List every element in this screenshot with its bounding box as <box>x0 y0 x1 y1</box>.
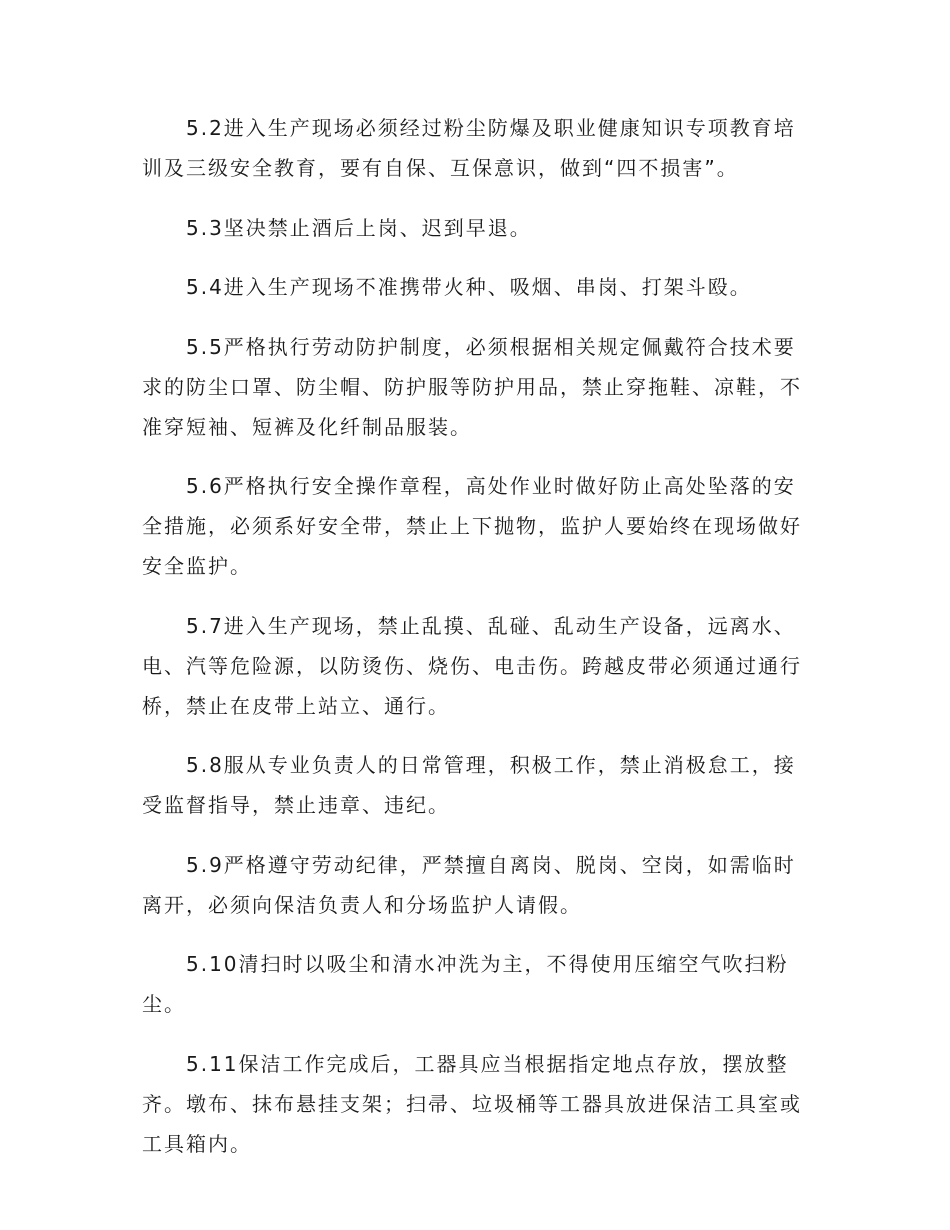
paragraph-5-4: 5.4进入生产现场不准携带火种、吸烟、串岗、打架斗殴。 <box>186 275 752 299</box>
document-body <box>142 108 812 1183</box>
paragraph-5-10: 5.10清扫时以吸尘和清水冲洗为主，不得使用压缩空气吹扫粉尘。 <box>142 952 789 1016</box>
paragraph-5-2: 5.2进入生产现场必须经过粉尘防爆及职业健康知识专项教育培训及三级安全教育，要有自保、互保意识，做到“四不损害”。 <box>142 116 796 180</box>
paragraph-5-8: 5.8服从专业负责人的日常管理，积极工作，禁止消极怠工，接受监督指导，禁止违章、违纪。 <box>142 753 796 817</box>
paragraph-5-9: 5.9严格遵守劳动纪律，严禁擅自离岗、脱岗、空岗，如需临时离开，必须向保洁负责人和分场监护人请假。 <box>142 852 796 917</box>
paragraph-5-6: 5.6严格执行安全操作章程，高处作业时做好防止高处坠落的安全措施，必须系好安全带，禁止上下抛物，监护人要始终在现场做好安全监护。 <box>142 474 802 578</box>
paragraph-5-5: 5.5严格执行劳动防护制度，必须根据相关规定佩戴符合技术要求的防尘口罩、防尘帽、防护服等防护用品，禁止穿拖鞋、凉鞋，不准穿短袖、短裤及化纤制品服装。 <box>142 334 802 439</box>
paragraph-5-7: 5.7进入生产现场，禁止乱摸、乱碰、乱动生产设备，远离水、电、汽等危险源，以防烫伤、烧伤、电击伤。跨越皮带必须通过通行桥，禁止在皮带上站立、通行。 <box>142 613 802 718</box>
paragraph-5-11: 5.11保洁工作完成后，工器具应当根据指定地点存放，摆放整齐。墩布、抹布悬挂支架；扫帚、垃圾桶等工器具放进保洁工具室或工具箱内。 <box>142 1051 802 1156</box>
paragraph-5-3: 5.3坚决禁止酒后上岗、迟到早退。 <box>186 215 532 240</box>
